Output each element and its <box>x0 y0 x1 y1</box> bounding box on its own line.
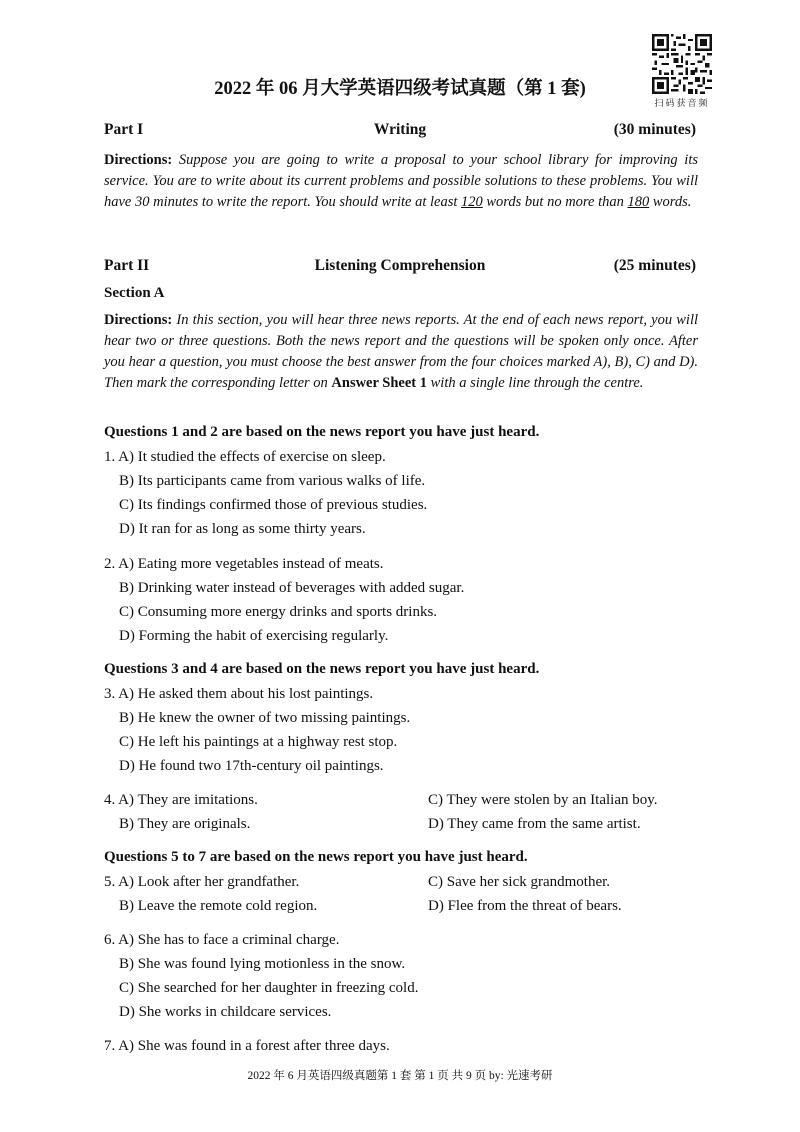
directions-text: words. <box>649 194 692 210</box>
question-7-option-a[interactable]: 7. A) She was found in a forest after three days. <box>104 1038 390 1054</box>
question-6-option-b[interactable]: B) She was found lying motionless in the snow. <box>119 956 406 972</box>
section-a-heading: Section A <box>104 285 165 301</box>
question-3-option-d[interactable]: D) He found two 17th-century oil paintings. <box>119 758 384 774</box>
part-1-label: Part I <box>104 121 144 138</box>
question-2-option-d[interactable]: D) Forming the habit of exercising regularly. <box>119 628 389 644</box>
question-6-option-c[interactable]: C) She searched for her daughter in freezing cold. <box>119 980 419 996</box>
answer-sheet-label: Answer Sheet 1 <box>331 375 427 391</box>
directions-text: In this section, you will hear three news reports. At the end of each news report, you will hear two or three questions. Both the news report and the questions will be spoken only once. After you hear a question, you must choose the best answer from the four choices marked A), B), C) and D). Then mark the corresponding letter on <box>104 312 699 391</box>
question-4-option-b[interactable]: B) They are originals. <box>119 816 251 832</box>
question-4-option-c[interactable]: C) They were stolen by an Italian boy. <box>428 792 658 808</box>
part-2-time: (25 minutes) <box>613 257 696 274</box>
question-5-option-d[interactable]: D) Flee from the threat of bears. <box>428 898 622 914</box>
question-2-option-c[interactable]: C) Consuming more energy drinks and sports drinks. <box>119 604 438 620</box>
question-group-heading: Questions 5 to 7 are based on the news report you have just heard. <box>104 849 528 865</box>
part-2-directions <box>104 310 698 394</box>
part-1-name: Writing <box>373 121 427 138</box>
question-4-option-a[interactable]: 4. A) They are imitations. <box>104 792 258 808</box>
directions-text: with a single line through the centre. <box>427 375 644 391</box>
question-6-option-a[interactable]: 6. A) She has to face a criminal charge. <box>104 932 340 948</box>
qr-caption: 扫码获音频 <box>654 99 710 109</box>
directions-label: Directions: <box>104 152 173 168</box>
words-min: 120 <box>461 194 483 210</box>
question-2-option-b[interactable]: B) Drinking water instead of beverages with added sugar. <box>119 580 465 596</box>
question-group-heading: Questions 3 and 4 are based on the news report you have just heard. <box>104 661 540 677</box>
question-5-option-c[interactable]: C) Save her sick grandmother. <box>428 874 611 890</box>
question-2-option-a[interactable]: 2. A) Eating more vegetables instead of meats. <box>104 556 384 572</box>
directions-text: words but no more than <box>482 194 628 210</box>
question-5-option-a[interactable]: 5. A) Look after her grandfather. <box>104 874 300 890</box>
question-5-option-b[interactable]: B) Leave the remote cold region. <box>119 898 318 914</box>
page-title: 2022 年 06 月大学英语四级考试真题（第 1 套) <box>214 79 586 99</box>
question-group-heading: Questions 1 and 2 are based on the news report you have just heard. <box>104 424 540 440</box>
words-max: 180 <box>627 194 650 210</box>
question-1-option-a[interactable]: 1. A) It studied the effects of exercise on sleep. <box>104 449 386 465</box>
question-1-option-d[interactable]: D) It ran for as long as some thirty years. <box>119 521 366 537</box>
directions-label: Directions: <box>104 312 173 328</box>
question-3-option-b[interactable]: B) He knew the owner of two missing paintings. <box>119 710 411 726</box>
part-1-directions <box>104 150 698 213</box>
question-1-option-c[interactable]: C) Its findings confirmed those of previous studies. <box>119 497 428 513</box>
directions-text: Suppose you are going to write a proposal to your school library for improving its service. You are to write about its current problems and possible solutions to these problems. You will have 30 minutes to write the report. You should write at least <box>104 152 699 210</box>
part-1-time: (30 minutes) <box>613 121 696 138</box>
part-2-label: Part II <box>104 257 150 274</box>
question-3-option-c[interactable]: C) He left his paintings at a highway rest stop. <box>119 734 398 750</box>
question-6-option-d[interactable]: D) She works in childcare services. <box>119 1004 332 1020</box>
page-footer: 2022 年 6 月英语四级真题第 1 套 第 1 页 共 9 页 by: 光速考研 <box>247 1070 553 1082</box>
question-4-option-d[interactable]: D) They came from the same artist. <box>428 816 641 832</box>
part-2-name: Listening Comprehension <box>314 257 486 274</box>
question-1-option-b[interactable]: B) Its participants came from various walks of life. <box>119 473 426 489</box>
question-3-option-a[interactable]: 3. A) He asked them about his lost paintings. <box>104 686 374 702</box>
